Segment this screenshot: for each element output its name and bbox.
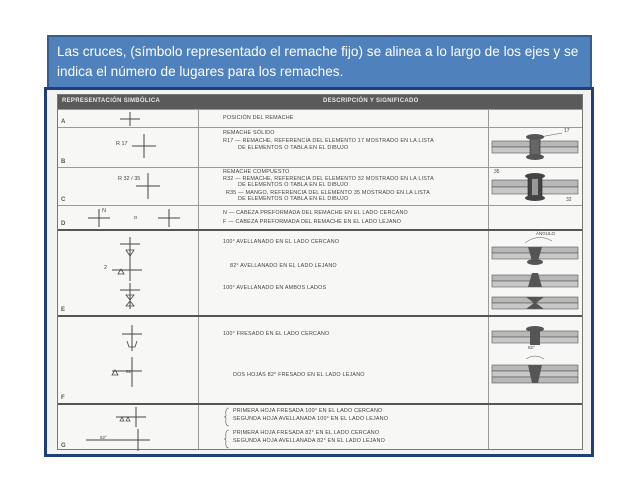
table-row <box>58 229 582 315</box>
table-row <box>58 205 582 229</box>
rivet-callout: R 32 / 35 <box>118 176 141 182</box>
cross-icon <box>116 407 146 427</box>
row-description: 100° AVELLANADO EN AMBOS LADOS <box>223 285 327 291</box>
rivet-section-icon <box>490 319 580 403</box>
cross-icon <box>108 357 142 387</box>
callout-number: 17 <box>564 128 570 134</box>
row-label: D <box>61 221 66 227</box>
row-description: N — CABEZA PREFORMADA DEL REMACHE EN EL LADO CERCANO <box>223 210 408 216</box>
row-description: PRIMERA HOJA FRESADA 82° EN EL LADO CERCANO <box>233 430 380 436</box>
table-row <box>58 403 582 451</box>
callout-label: ÁNGULO <box>536 231 556 236</box>
rivet-section-icon <box>490 132 580 164</box>
row-label: E <box>61 307 66 313</box>
header-description: DESCRIPCIÓN Y SIGNIFICADO <box>323 98 419 104</box>
cross-icon <box>118 112 142 126</box>
brace-icon <box>223 407 231 451</box>
row-description: F — CABEZA PREFORMADA DEL REMACHE EN EL LADO LEJANO <box>223 219 402 225</box>
cross-icon <box>136 173 160 199</box>
row-description: DOS HOJAS 82° FRESADO EN EL LADO LEJANO <box>233 372 365 378</box>
cross-icon <box>112 259 142 281</box>
cross-icon <box>158 209 180 227</box>
row-description: 82° AVELLANADO EN EL LADO LEJANO <box>230 263 337 269</box>
near-side-marker: N <box>102 208 106 214</box>
caption-box <box>47 35 592 90</box>
cross-icon <box>120 237 140 259</box>
cross-icon <box>86 429 150 451</box>
row-description: DE ELEMENTOS O TABLA EN EL DIBUJO <box>238 196 349 202</box>
table-row <box>58 167 582 205</box>
caption-text: Las cruces, (símbolo representado el remache fijo) se alinea a lo largo de los ejes y se indica el número de lugares para los remaches. <box>57 44 579 79</box>
callout-number: 35 <box>494 169 500 175</box>
row-description: PRIMERA HOJA FRESADA 100° EN EL LADO CERCANO <box>233 408 383 414</box>
row-description: REMACHE COMPUESTO <box>223 169 290 175</box>
cross-icon <box>88 209 110 227</box>
table-row <box>58 127 582 167</box>
row-description: 100° AVELLANADO EN EL LADO CERCANO <box>223 239 340 245</box>
rivet-callout: R 17 <box>116 141 128 147</box>
row-description: R35 — MANGO, REFERENCIA DEL ELEMENTO 35 MOSTRADO EN LA LISTA <box>226 190 430 196</box>
row-description: 100° FRESADO EN EL LADO CERCANO <box>223 331 330 337</box>
cross-icon <box>132 134 156 158</box>
row-description: DE ELEMENTOS O TABLA EN EL DIBUJO <box>238 145 349 151</box>
callout-label: 82° <box>528 345 535 350</box>
row-description: POSICIÓN DEL REMACHE <box>223 115 294 121</box>
cross-icon <box>122 325 142 351</box>
row-description: R32 — REMACHE, REFERENCIA DEL ELEMENTO 32 MOSTRADO EN LA LISTA <box>223 176 434 182</box>
callout-number: 32 <box>566 197 572 203</box>
row-label: B <box>61 159 66 165</box>
table-header <box>58 95 582 109</box>
symbol-angle: 82 <box>126 369 132 374</box>
symbol-count: 2 <box>104 265 108 271</box>
cross-icon <box>120 283 140 309</box>
row-label: C <box>61 197 66 203</box>
row-description: SEGUNDA HOJA AVELLANADA 82° EN EL LADO LEJANO <box>233 438 385 444</box>
scanned-table-image <box>44 87 594 457</box>
row-label: F <box>61 395 65 401</box>
row-description: SEGUNDA HOJA AVELLANADA 100° EN EL LADO LEJANO <box>233 416 389 422</box>
row-description: DE ELEMENTOS O TABLA EN EL DIBUJO <box>238 182 349 188</box>
rivet-symbol-table <box>57 94 583 450</box>
table-row <box>58 109 582 127</box>
header-symbolic: REPRESENTACIÓN SIMBÓLICA <box>62 98 161 104</box>
rivet-section-icon <box>490 233 580 315</box>
row-label: A <box>61 119 66 125</box>
row-description: REMACHE SÓLIDO <box>223 130 275 136</box>
row-label: G <box>61 443 66 449</box>
row-description: R17 — REMACHE, REFERENCIA DEL ELEMENTO 17 MOSTRADO EN LA LISTA <box>223 138 434 144</box>
symbol-angle: 82° <box>100 435 107 440</box>
table-row <box>58 315 582 403</box>
far-side-marker: o <box>134 215 138 221</box>
